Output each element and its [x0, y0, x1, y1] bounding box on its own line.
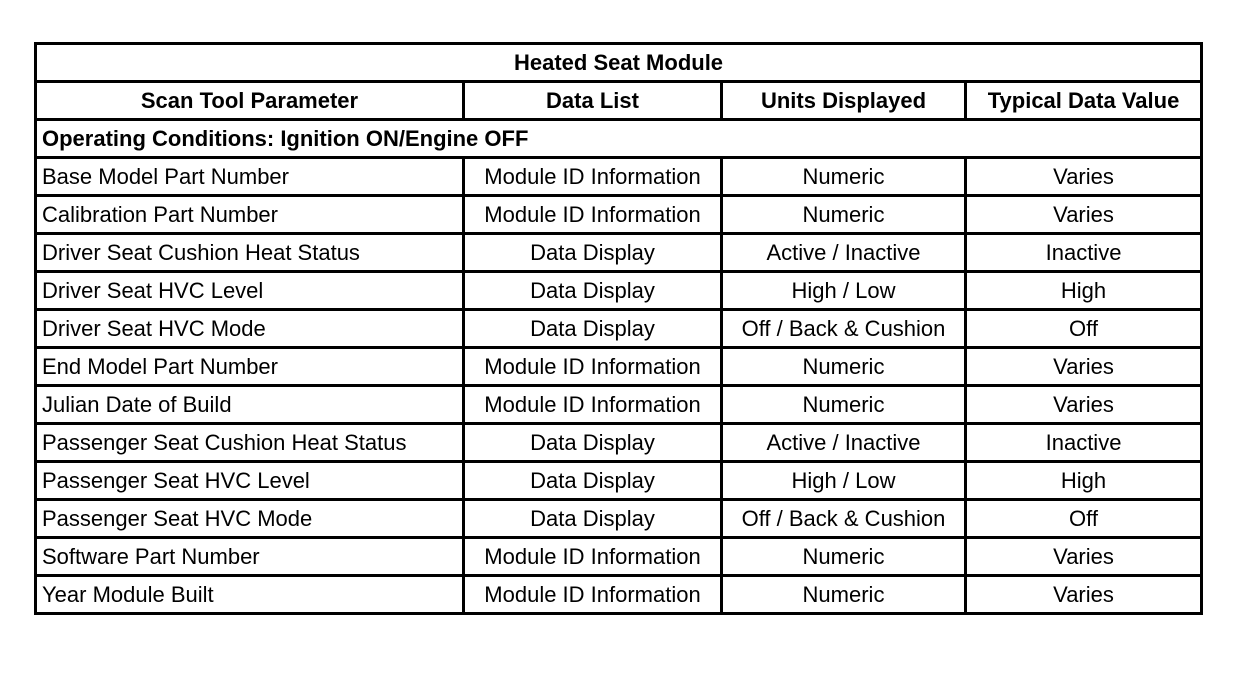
- cell-data-list: Module ID Information: [464, 158, 722, 196]
- scan-tool-table-container: [34, 42, 1200, 615]
- table-row: [36, 538, 1202, 576]
- cell-parameter: Passenger Seat Cushion Heat Status: [36, 424, 464, 462]
- cell-typical-value: Varies: [966, 576, 1202, 614]
- cell-units: Numeric: [722, 158, 966, 196]
- operating-conditions-row: [36, 120, 1202, 158]
- cell-data-list: Module ID Information: [464, 576, 722, 614]
- table-row: [36, 424, 1202, 462]
- column-header-typical-value: Typical Data Value: [966, 82, 1202, 120]
- cell-units: Numeric: [722, 538, 966, 576]
- column-header-units: Units Displayed: [722, 82, 966, 120]
- cell-parameter: End Model Part Number: [36, 348, 464, 386]
- table-header-row: [36, 82, 1202, 120]
- cell-data-list: Data Display: [464, 234, 722, 272]
- table-row: [36, 500, 1202, 538]
- cell-data-list: Data Display: [464, 462, 722, 500]
- table-row: [36, 158, 1202, 196]
- cell-parameter: Julian Date of Build: [36, 386, 464, 424]
- cell-typical-value: Varies: [966, 348, 1202, 386]
- cell-units: Off / Back & Cushion: [722, 500, 966, 538]
- cell-parameter: Year Module Built: [36, 576, 464, 614]
- cell-data-list: Data Display: [464, 424, 722, 462]
- table-row: [36, 234, 1202, 272]
- cell-units: High / Low: [722, 272, 966, 310]
- cell-parameter: Software Part Number: [36, 538, 464, 576]
- cell-data-list: Module ID Information: [464, 538, 722, 576]
- cell-parameter: Driver Seat HVC Mode: [36, 310, 464, 348]
- cell-data-list: Data Display: [464, 500, 722, 538]
- table-row: [36, 386, 1202, 424]
- cell-data-list: Data Display: [464, 272, 722, 310]
- cell-units: Active / Inactive: [722, 234, 966, 272]
- scan-tool-data-table: [34, 42, 1203, 615]
- cell-typical-value: High: [966, 462, 1202, 500]
- cell-typical-value: Inactive: [966, 424, 1202, 462]
- table-title-row: [36, 44, 1202, 82]
- cell-typical-value: Varies: [966, 538, 1202, 576]
- table-row: [36, 348, 1202, 386]
- cell-data-list: Module ID Information: [464, 348, 722, 386]
- cell-data-list: Data Display: [464, 310, 722, 348]
- table-row: [36, 196, 1202, 234]
- cell-typical-value: Off: [966, 500, 1202, 538]
- table-title: Heated Seat Module: [36, 44, 1202, 82]
- table-row: [36, 462, 1202, 500]
- cell-data-list: Module ID Information: [464, 196, 722, 234]
- column-header-parameter: Scan Tool Parameter: [36, 82, 464, 120]
- cell-parameter: Passenger Seat HVC Mode: [36, 500, 464, 538]
- cell-parameter: Driver Seat HVC Level: [36, 272, 464, 310]
- cell-units: Numeric: [722, 348, 966, 386]
- table-row: [36, 272, 1202, 310]
- cell-parameter: Base Model Part Number: [36, 158, 464, 196]
- cell-units: High / Low: [722, 462, 966, 500]
- cell-typical-value: Off: [966, 310, 1202, 348]
- cell-units: Numeric: [722, 196, 966, 234]
- cell-typical-value: Varies: [966, 158, 1202, 196]
- table-row: [36, 576, 1202, 614]
- cell-parameter: Driver Seat Cushion Heat Status: [36, 234, 464, 272]
- column-header-data-list: Data List: [464, 82, 722, 120]
- cell-units: Numeric: [722, 576, 966, 614]
- cell-data-list: Module ID Information: [464, 386, 722, 424]
- cell-typical-value: Inactive: [966, 234, 1202, 272]
- cell-units: Active / Inactive: [722, 424, 966, 462]
- cell-parameter: Passenger Seat HVC Level: [36, 462, 464, 500]
- cell-typical-value: Varies: [966, 196, 1202, 234]
- cell-typical-value: Varies: [966, 386, 1202, 424]
- table-row: [36, 310, 1202, 348]
- cell-typical-value: High: [966, 272, 1202, 310]
- operating-conditions: Operating Conditions: Ignition ON/Engine OFF: [36, 120, 1202, 158]
- cell-units: Off / Back & Cushion: [722, 310, 966, 348]
- cell-units: Numeric: [722, 386, 966, 424]
- cell-parameter: Calibration Part Number: [36, 196, 464, 234]
